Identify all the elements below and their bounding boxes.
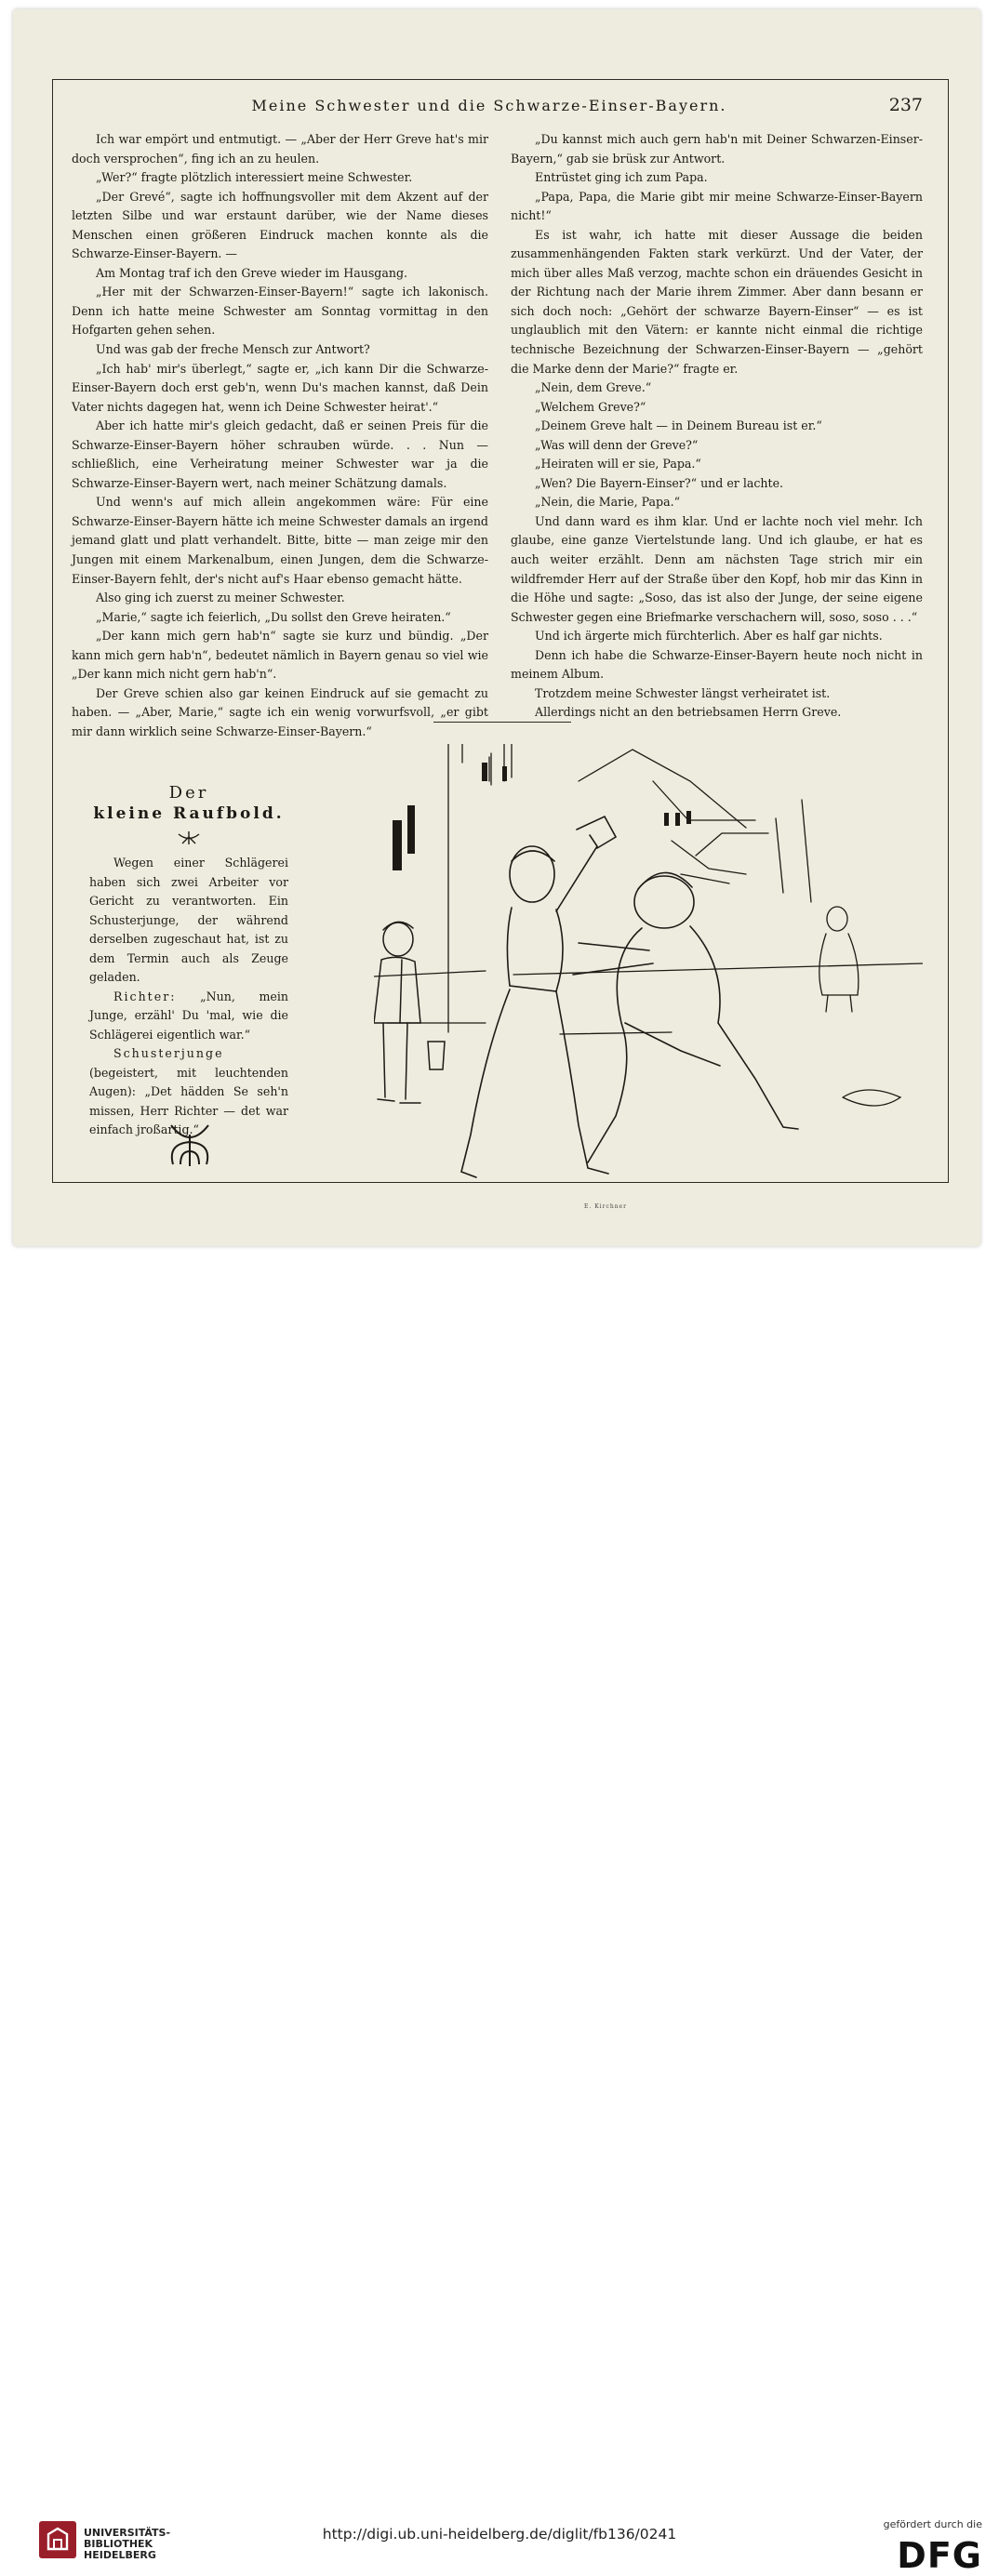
story-paragraph: Am Montag traf ich den Greve wieder im Hausgang. xyxy=(96,265,408,280)
fight-illustration xyxy=(374,744,923,1200)
sidebar-judge-paragraph xyxy=(89,988,288,1045)
story-left-column xyxy=(72,130,488,742)
ornament-divider-icon xyxy=(175,831,203,844)
sidebar-anecdote xyxy=(89,783,288,1140)
story-paragraph: Ich war empört und entmutigt. — „Aber der Herr Greve hat's mir doch versprochen“, fing ich an zu heulen. xyxy=(72,132,488,166)
story-paragraph: „Deinem Greve halt — in Deinem Bureau ist er.“ xyxy=(535,418,822,433)
judge-text: „Nun, mein Junge, erzähl' Du 'mal, wie die Schlägerei eigentlich war.“ xyxy=(89,989,288,1042)
story-paragraph: Und dann ward es ihm klar. Und er lachte noch viel mehr. Ich glaube, eine ganze Viertelstunde lang. Und ich glaube, er hat es auch weiter erzählt. Denn am nächsten Tage strich mir ein wildfremder Herr auf der Straße über den Kopf, hob mir das Kinn in die Höhe und sagte: „Soso, das ist also der Junge, der seine eigene Schwester gegen eine Briefmarke verschachern will, soso, soso . . .“ xyxy=(511,513,923,624)
story-paragraph: Es ist wahr, ich hatte mit dieser Aussage die beiden zusammenhängenden Fakten stark verkürzt. Und der Vater, der mich über alles Maß verzog, machte schon ein dräuendes Gesicht in der Richtung nach der Marie ihrem Zimmer. Aber dann besann er sich doch noch: „Gehört der schwarze Bayern-Einser“ — es ist unglaublich mit den Vätern: er kannte nicht einmal die richtige technische Bezeichnung der Schwarzen-Einser-Bayern — „gehört die Marke denn der Marie?“ fragte er. xyxy=(511,227,923,376)
story-paragraph: „Der kann mich gern hab'n“ sagte sie kurz und bündig. „Der kann mich gern hab'n“, bedeutet nämlich in Bayern genau so viel wie „Der kann mich nicht gern hab'n“. xyxy=(72,629,488,682)
source-url: http://digi.ub.uni-heidelberg.de/diglit/fb136/0241 xyxy=(322,2526,677,2543)
judge-label: Richter: xyxy=(113,989,177,1003)
story-paragraph: Trotzdem meine Schwester längst verheiratet ist. xyxy=(535,685,831,700)
funded-by-label: gefördert durch die xyxy=(883,2518,982,2530)
story-paragraph: „Du kannst mich auch gern hab'n mit Deiner Schwarzen-Einser-Bayern,“ gab sie brüsk zur Antwort. xyxy=(511,132,923,166)
story-paragraph: „Was will denn der Greve?“ xyxy=(535,437,699,452)
illustrator-signature: E. Kirchner xyxy=(584,1203,627,1210)
running-title: Meine Schwester und die Schwarze-Einser-Bayern. xyxy=(251,97,727,114)
story-paragraph: „Her mit der Schwarzen-Einser-Bayern!“ sagte ich lakonisch. Denn ich hatte meine Schwester am Sonntag vormittag in den Hofgarten gehen sehen. xyxy=(72,285,488,338)
story-paragraph: „Heiraten will er sie, Papa.“ xyxy=(535,457,701,471)
library-line-3: HEIDELBERG xyxy=(84,2549,156,2561)
library-line-1: UNIVERSITÄTS- xyxy=(84,2527,171,2539)
story-paragraph: Der Greve schien also gar keinen Eindruck auf sie gemacht zu haben. — „Aber, Marie,“ sagte ich ein wenig vorwurfsvoll, „er gibt mir dann wirklich seine Schwarze-Einser-Bayern.“ xyxy=(72,685,488,738)
story-paragraph: „Der Grevé“, sagte ich hoffnungsvoller mit dem Akzent auf der letzten Silbe und war erstaunt darüber, wie der Name dieses Menschen einen größeren Eindruck machen konnte als die Schwarze-Einser-Bayern. — xyxy=(72,189,488,261)
boy-label: Schusterjunge xyxy=(113,1046,224,1060)
sidebar-title-line2: kleine Raufbold. xyxy=(93,804,285,823)
story-paragraph: „Welchem Greve?“ xyxy=(535,399,646,414)
story-paragraph: „Ich hab' mir's überlegt,“ sagte er, „ich kann Dir die Schwarze-Einser-Bayern doch erst geb'n, wenn Du's machen kannst, daß Dein Vater nichts dagegen hat, wenn ich Deine Schwester heirat'.“ xyxy=(72,361,488,414)
library-line-2: BIBLIOTHEK xyxy=(84,2538,153,2550)
story-paragraph: Und ich ärgerte mich fürchterlich. Aber es half gar nichts. xyxy=(535,629,883,644)
story-end-rule xyxy=(433,722,571,723)
dfg-logo: DFG xyxy=(897,2535,982,2576)
story-paragraph: „Nein, dem Greve.“ xyxy=(535,380,652,395)
story-paragraph: Denn ich habe die Schwarze-Einser-Bayern heute noch nicht in meinem Album. xyxy=(511,647,923,682)
story-right-column xyxy=(511,130,923,723)
boy-text: (begeistert, mit leuchtenden Augen): „Det hädden Se seh'n missen, Herr Richter — det war einfach jroßartig.“ xyxy=(89,1065,288,1136)
story-paragraph: „Nein, die Marie, Papa.“ xyxy=(535,495,681,510)
story-paragraph: Entrüstet ging ich zum Papa. xyxy=(535,170,708,185)
story-paragraph: Allerdings nicht an den betriebsamen Herrn Greve. xyxy=(535,705,842,720)
story-paragraph: Also ging ich zuerst zu meiner Schwester. xyxy=(96,591,345,605)
story-paragraph: „Papa, Papa, die Marie gibt mir meine Schwarze-Einser-Bayern nicht!“ xyxy=(511,189,923,223)
sidebar-title-line1: Der xyxy=(168,783,209,803)
story-paragraph: Und was gab der freche Mensch zur Antwort? xyxy=(96,342,370,357)
story-paragraph: „Wer?“ fragte plötzlich interessiert meine Schwester. xyxy=(96,170,413,185)
story-paragraph: „Marie,“ sagte ich feierlich, „Du sollst den Greve heiraten.“ xyxy=(96,609,451,624)
page-number: 237 xyxy=(888,95,923,115)
sidebar-intro: Wegen einer Schlägerei haben sich zwei Arbeiter vor Gericht zu verantworten. Ein Schusterjunge, der während derselben zugeschaut hat, ist zu dem Termin auch als Zeuge geladen. xyxy=(89,856,288,984)
page-header xyxy=(56,97,923,119)
story-paragraph: Und wenn's auf mich allein angekommen wäre: Für eine Schwarze-Einser-Bayern hätte ich meine Schwester damals an irgend jemand glatt und platt verhandelt. Bitte, bitte — man zeige mir den Jungen mit einem Markenalbum, einen Jungen, dem die Schwarze-Einser-Bayern fehlt, der's nicht auf's Haar ebenso gemacht hätte. xyxy=(72,495,488,586)
footer-bar xyxy=(0,1254,999,2576)
scan-area xyxy=(0,0,999,1254)
story-paragraph: Aber ich hatte mir's gleich gedacht, daß er seinen Preis für die Schwarze-Einser-Bayern höher schrauben würde. . . Nun — schließlich, eine Verheiratung meiner Schwester war ja die Schwarze-Einser-Bayern wert, nach meiner Schätzung damals. xyxy=(72,418,488,490)
story-paragraph: „Wen? Die Bayern-Einser?“ und er lachte. xyxy=(535,475,784,490)
ornament-knot-icon xyxy=(164,1122,216,1168)
